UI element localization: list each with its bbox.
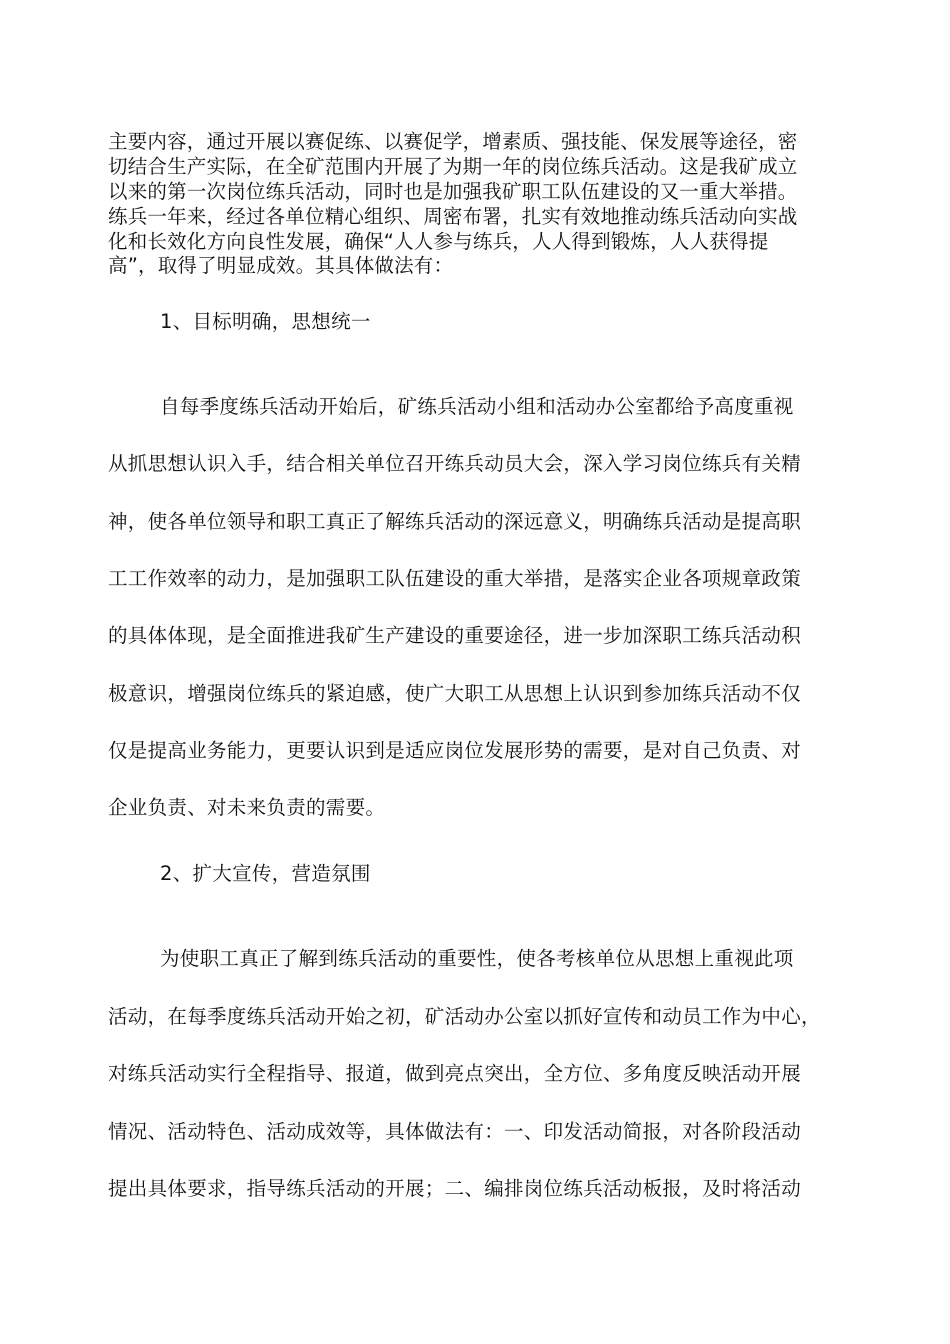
paragraph-line: 情况、活动特色、活动成效等，具体做法有：一、印发活动简报，对各阶段活动 [108, 1120, 802, 1143]
intro-line: 以来的第一次岗位练兵活动，同时也是加强我矿职工队伍建设的又一重大举措。 [108, 180, 798, 203]
paragraph-line: 的具体体现，是全面推进我矿生产建设的重要途径，进一步加深职工练兵活动积 [108, 624, 802, 647]
intro-line: 练兵一年来，经过各单位精心组织、周密布署，扎实有效地推动练兵活动向实战 [108, 205, 798, 228]
paragraph-line: 企业负责、对未来负责的需要。 [108, 796, 386, 819]
paragraph-line: 对练兵活动实行全程指导、报道，做到亮点突出，全方位、多角度反映活动开展 [108, 1062, 802, 1085]
intro-line: 化和长效化方向良性发展，确保“人人参与练兵，人人得到锻炼，人人获得提 [108, 230, 769, 253]
paragraph-line: 仅是提高业务能力，更要认识到是适应岗位发展形势的需要，是对自己负责、对 [108, 739, 802, 762]
intro-line: 主要内容，通过开展以赛促练、以赛促学，增素质、强技能、保发展等途径，密 [108, 130, 798, 153]
paragraph-line: 自每季度练兵活动开始后，矿练兵活动小组和活动办公室都给予高度重视 [160, 395, 794, 418]
paragraph-line: 极意识，增强岗位练兵的紧迫感，使广大职工从思想上认识到参加练兵活动不仅 [108, 682, 802, 705]
paragraph-line: 从抓思想认识入手，结合相关单位召开练兵动员大会，深入学习岗位练兵有关精 [108, 452, 802, 475]
paragraph-line: 工工作效率的动力，是加强职工队伍建设的重大举措，是落实企业各项规章政策 [108, 567, 802, 590]
section-heading: 2、扩大宣传，营造氛围 [160, 862, 371, 885]
paragraph-line: 活动，在每季度练兵活动开始之初，矿活动办公室以抓好宣传和动员工作为中心， [108, 1005, 821, 1028]
paragraph-line: 为使职工真正了解到练兵活动的重要性，使各考核单位从思想上重视此项 [160, 947, 794, 970]
intro-line: 高”，取得了明显成效。其具体做法有： [108, 254, 454, 277]
paragraph-line: 提出具体要求，指导练兵活动的开展；二、编排岗位练兵活动板报，及时将活动 [108, 1177, 802, 1200]
section-heading: 1、目标明确，思想统一 [160, 310, 371, 333]
intro-line: 切结合生产实际，在全矿范围内开展了为期一年的岗位练兵活动。这是我矿成立 [108, 155, 798, 178]
paragraph-line: 神，使各单位领导和职工真正了解练兵活动的深远意义，明确练兵活动是提高职 [108, 510, 802, 533]
